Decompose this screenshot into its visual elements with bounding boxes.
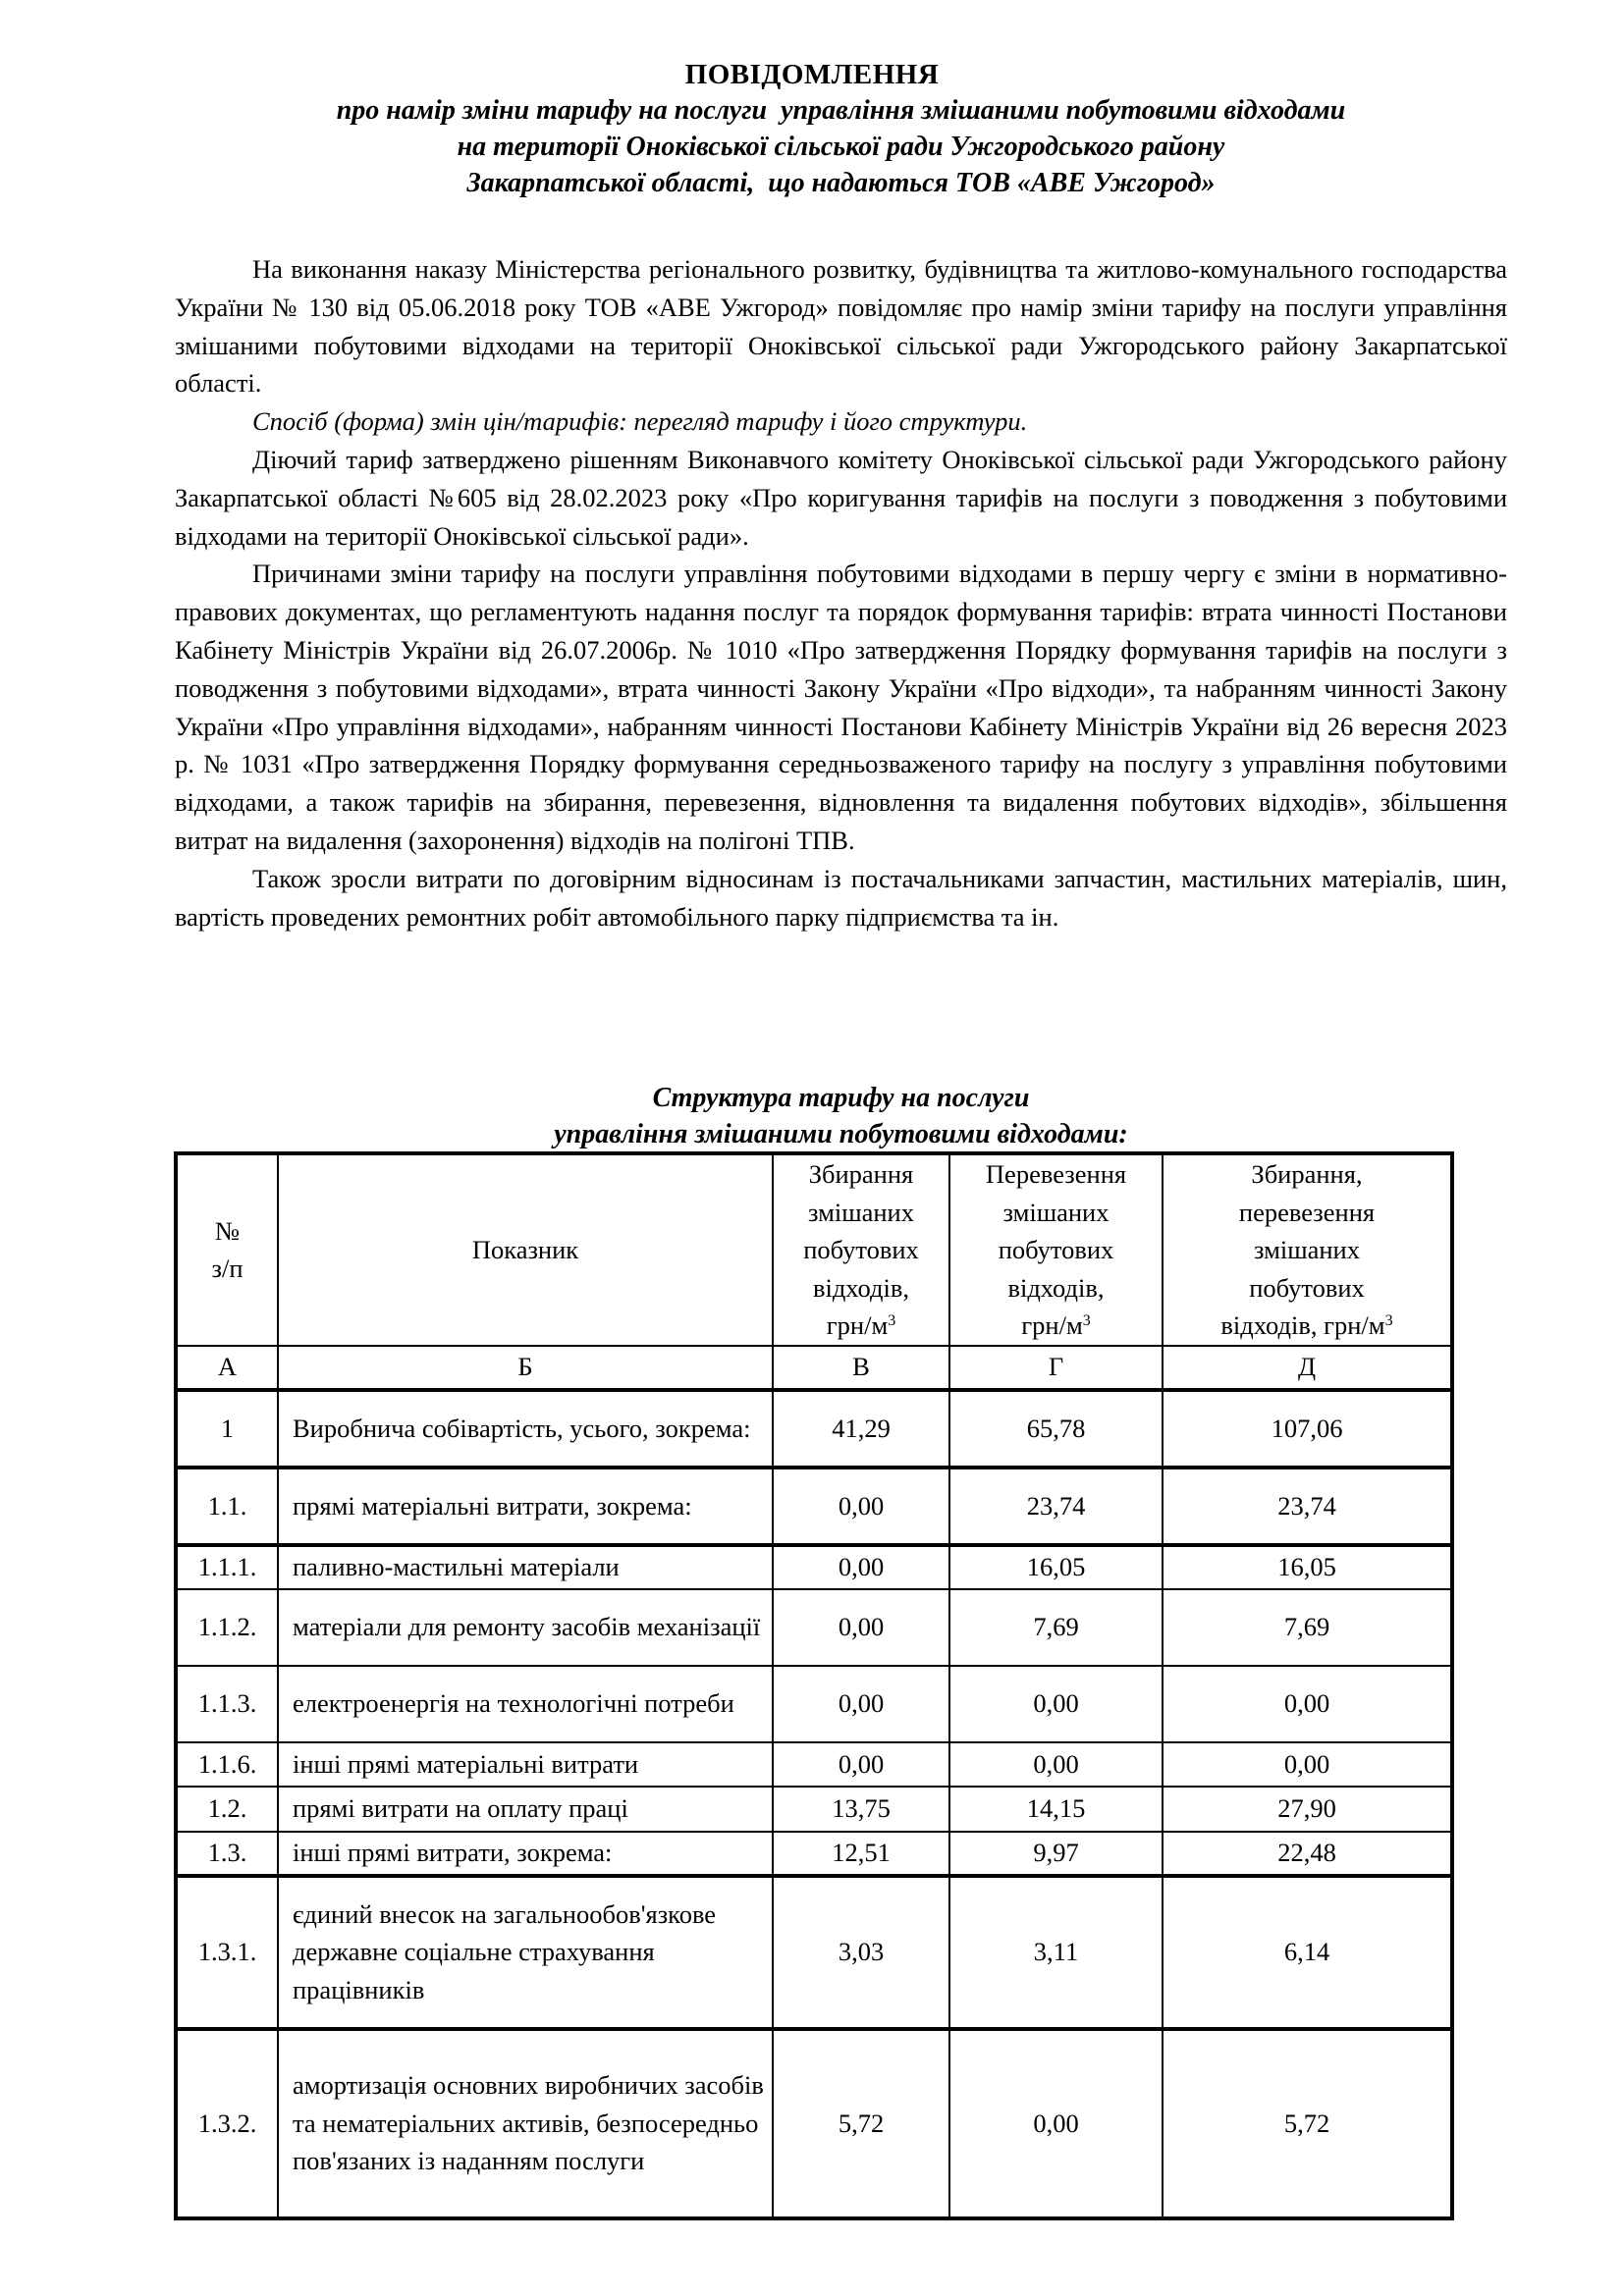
subtitle-line: про намір зміни тарифу на послуги управління змішаними побутовими відходами: [336, 95, 1346, 126]
table-caption: [175, 1080, 1507, 1152]
caption-line: Структура тарифу на послуги: [652, 1083, 1030, 1113]
paragraph-current-tariff: Діючий тариф затверджено рішенням Виконавчого комітету Оноківської сільської ради Ужгородського району Закарпатської області №605 від 28.02.2023 року «Про коригування тарифів на послуги з поводження з побутовими відходами на території Оноківської сільської ради».: [175, 444, 1507, 551]
table-row: 1.3.2. амортизація основних виробничих засобів та нематеріальних активів, безпосередньо пов'язаних із наданням послуги 5,72 0,00 5,72: [176, 2029, 1452, 2218]
table-letter-row: А Б В Г Д: [176, 1346, 1452, 1390]
subtitle-line: на території Оноківської сільської ради Ужгородського району: [457, 132, 1225, 162]
subtitle-line: Закарпатської області, що надаються ТОВ «АВЕ Ужгород»: [466, 168, 1216, 198]
header-indicator: Показник: [278, 1153, 773, 1346]
paragraph-order-reference: На виконання наказу Міністерства регіонального розвитку, будівництва та житлово-комунального господарства України № 130 від 05.06.2018 року ТОВ «АВЕ Ужгород» повідомляє про намір зміни тарифу на послуги управління змішаними побутовими відходами на території Оноківської сільської ради Ужгородського району Закарпатської області.: [175, 254, 1507, 399]
document-body: [175, 250, 1507, 935]
caption-line: управління змішаними побутовими відходами:: [554, 1119, 1128, 1149]
header-transport: Перевезення змішаних побутових відходів, грн/$м^3$: [949, 1153, 1163, 1346]
table-row: 1.1.2. матеріали для ремонту засобів механізації 0,00 7,69 7,69: [176, 1589, 1452, 1666]
table-row: 1.2. прямі витрати на оплату праці 13,75 14,15 27,90: [176, 1787, 1452, 1832]
header-collection-transport: Збирання, перевезення змішаних побутових відходів, грн/$м^3$: [1163, 1153, 1452, 1346]
table-row: 1.1. прямі матеріальні витрати, зокрема: 0,00 23,74 23,74: [176, 1468, 1452, 1545]
table-row: 1.1.3. електроенергія на технологічні потреби 0,00 0,00 0,00: [176, 1666, 1452, 1742]
tariff-structure-table: [174, 1151, 1454, 2220]
paragraph-cost-increase: Також зросли витрати по договірним відносинам із постачальниками запчастин, мастильних матеріалів, шин, вартість проведених ремонтних робіт автомобільного парку підприємства та ін.: [175, 863, 1507, 932]
header-collection: Збирання змішаних побутових відходів, грн/$м^3$: [773, 1153, 949, 1346]
document-subtitle: [175, 92, 1507, 201]
table-row: 1 Виробнича собівартість, усього, зокрема: 41,29 65,78 107,06: [176, 1390, 1452, 1468]
document-title: ПОВІДОМЛЕННЯ: [684, 59, 940, 90]
header-number: № з/п: [176, 1153, 278, 1346]
table-row: 1.1.6. інші прямі матеріальні витрати 0,00 0,00 0,00: [176, 1742, 1452, 1787]
table-row: 1.3. інші прямі витрати, зокрема: 12,51 9,97 22,48: [176, 1832, 1452, 1876]
table-row: 1.1.1. паливно-мастильні матеріали 0,00 16,05 16,05: [176, 1545, 1452, 1589]
table-header-row: [176, 1153, 1452, 1346]
paragraph-change-method: Спосіб (форма) змін цін/тарифів: перегляд тарифу і його структури.: [252, 406, 1028, 437]
table-row: 1.3.1. єдиний внесок на загальнообов'язкове державне соціальне страхування працівників 3,03 3,11 6,14: [176, 1876, 1452, 2029]
paragraph-reasons: Причинами зміни тарифу на послуги управління побутовими відходами в першу чергу є зміни в нормативно-правових документах, що регламентують надання послуг та порядок формування тарифів: втрата чинності Постанови Кабінету Міністрів України від 26.07.2006р. № 1010 «Про затвердження Порядку формування тарифів на послуги з поводження з побутовими відходами», втрата чинності Закону України «Про відходи», та набранням чинності Закону України «Про управління відходами», набранням чинності Постанови Кабінету Міністрів України від 26 вересня 2023 р. № 1031 «Про затвердження Порядку формування середньозваженого тарифу на послугу з управління побутовими відходами, а також тарифів на збирання, перевезення, відновлення та видалення побутових відходів», збільшення витрат на видалення (захоронення) відходів на полігоні ТПВ.: [175, 559, 1507, 855]
